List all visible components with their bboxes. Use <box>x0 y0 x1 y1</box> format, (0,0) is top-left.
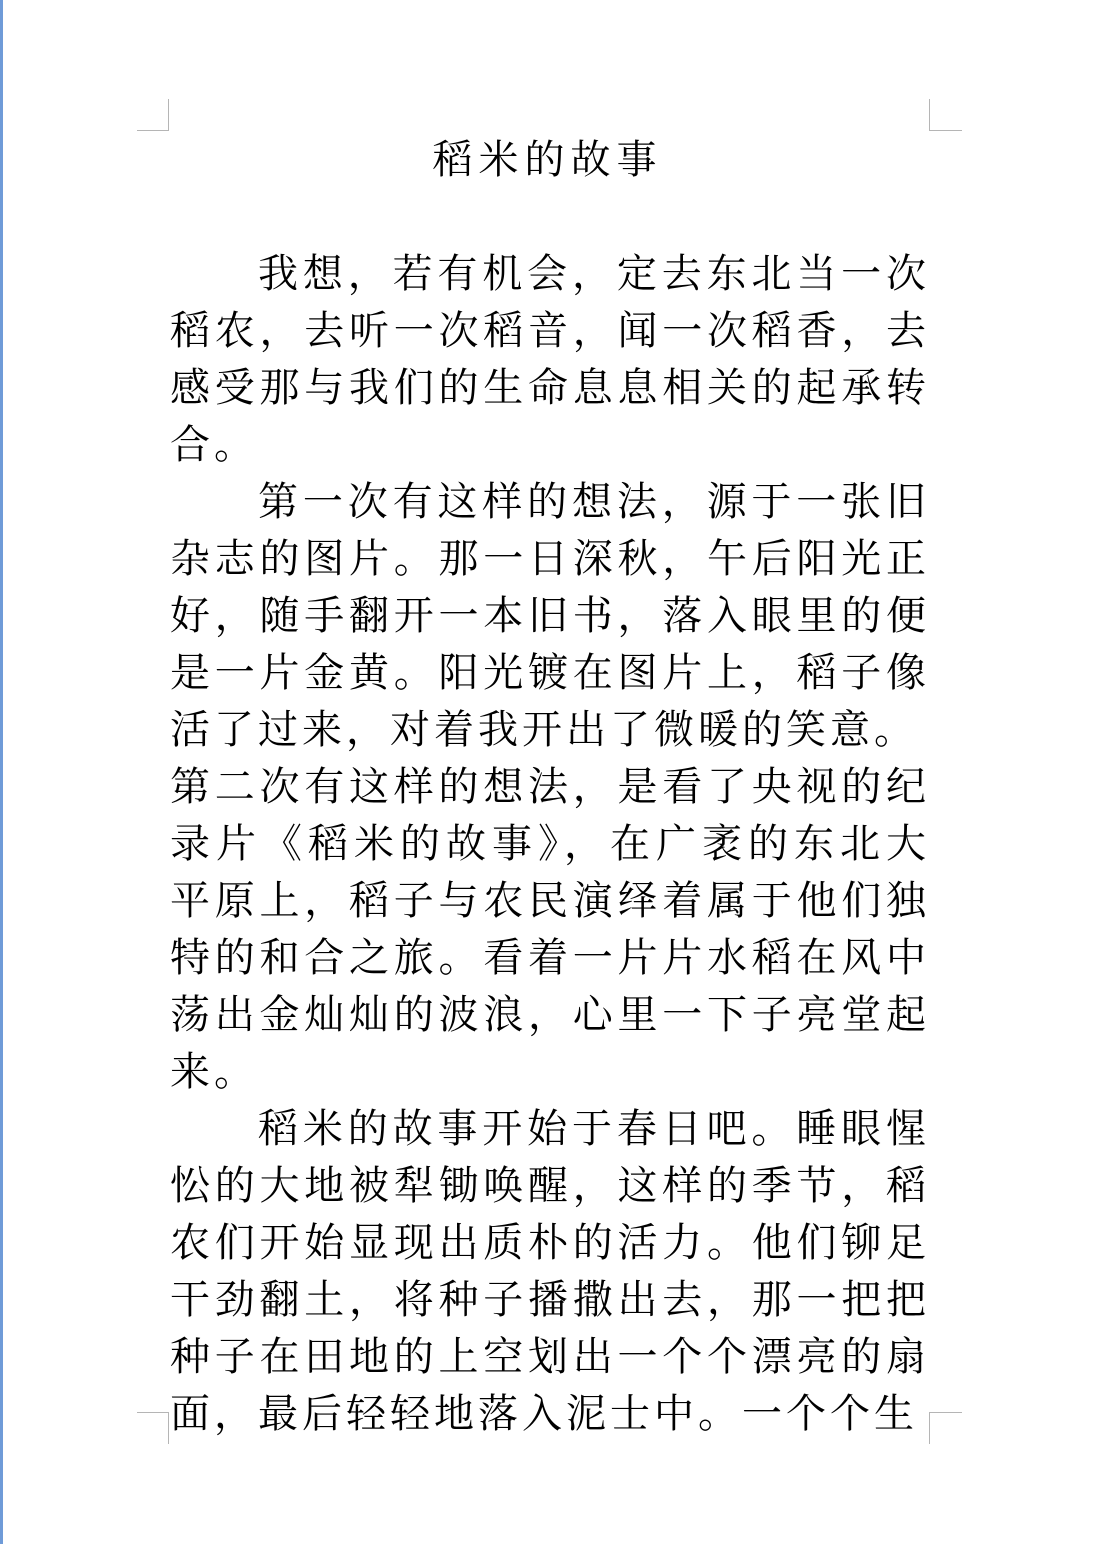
crop-mark-top-left-h <box>137 130 169 131</box>
crop-mark-bottom-right-h <box>930 1412 962 1413</box>
document-title: 稻米的故事 <box>432 137 663 183</box>
page-left-border <box>0 0 3 1544</box>
crop-mark-bottom-left-h <box>137 1412 169 1413</box>
crop-mark-top-left-v <box>168 99 169 131</box>
document-body <box>170 246 930 1443</box>
crop-mark-bottom-left-v <box>168 1412 169 1444</box>
paragraph-3: 第二次有这样的想法，是看了央视的纪录片《稻米的故事》，在广袤的东北大平原上，稻子与农民演绎着属于他们独特的和合之旅。看着一片片水稻在风中荡出金灿灿的波浪，心里一下子亮堂起来。 <box>170 764 930 1095</box>
paragraph-4: 稻米的故事开始于春日吧。睡眼惺忪的大地被犁锄唤醒，这样的季节，稻农们开始显现出质朴的活力。他们铆足干劲翻土，将种子播撒出去，那一把把种子在田地的上空划出一个个漂亮的扇面，最后轻轻地落入泥士中。一个个生 <box>170 1106 930 1437</box>
crop-mark-top-right-h <box>930 130 962 131</box>
paragraph-1: 我想，若有机会，定去东北当一次稻农，去听一次稻音，闻一次稻香，去感受那与我们的生命息息相关的起承转合。 <box>170 251 930 468</box>
crop-mark-top-right-v <box>929 99 930 131</box>
paragraph-2: 第一次有这样的想法，源于一张旧杂志的图片。那一日深秋，午后阳光正好，随手翻开一本旧书，落入眼里的便是一片金黄。阳光镀在图片上，稻子像活了过来，对着我开出了微暖的笑意。 <box>170 479 930 753</box>
